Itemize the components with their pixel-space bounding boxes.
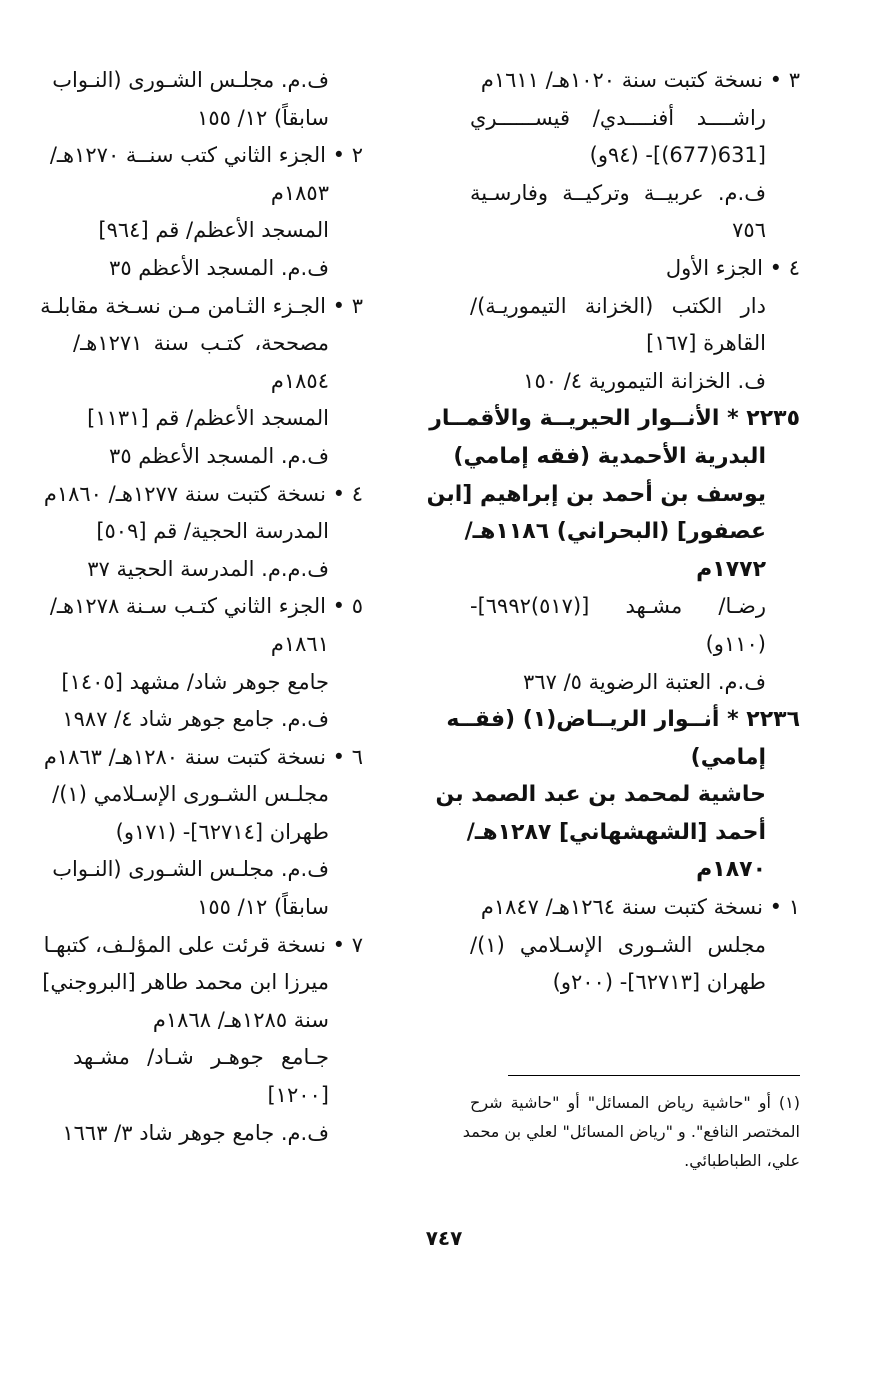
text-line: ف.م.م. المدرسة الحجية ٣٧	[87, 556, 329, 581]
text-line: جـامع جوهـر شـاد/ مشـهد	[73, 1045, 329, 1070]
footnote-line: (١) أو "حاشية رياض المسائل" أو "حاشية شرح	[470, 1093, 800, 1112]
text-line: ف. الخزانة التيمورية ٤/ ١٥٠	[523, 368, 766, 393]
text-line: ١٨٥٣م	[270, 180, 329, 205]
text-line: ٣ • نسخة كتبت سنة ١٠٢٠هـ/ ١٦١١م	[480, 68, 800, 92]
text-line: البدرية الأحمدية (فقه إمامي)	[453, 443, 766, 469]
text-line: المدرسة الحجية/ قم [٥٠٩]	[96, 519, 329, 544]
text-line: طهران [٦٢٧١٤]- (١٧١و)	[115, 819, 329, 844]
text-line: ٢ • الجزء الثاني كتب سنــة ١٢٧٠هـ/	[49, 143, 363, 168]
text-line: مجلس الشـورى الإسـلامي (١)/	[470, 932, 766, 957]
text-line: ف.م. المسجد الأعظم ٣٥	[109, 255, 329, 280]
text-line: سنة ١٢٨٥هـ/ ١٨٦٨م	[152, 1007, 329, 1032]
text-line: المسجد الأعظم/ قم [١١٣١]	[87, 406, 329, 431]
text-line: ف.م. المسجد الأعظم ٣٥	[109, 443, 329, 468]
text-line: ٥ • الجزء الثاني كتـب سـنة ١٢٧٨هـ/	[49, 594, 363, 619]
text-line: القاهرة [١٦٧]	[646, 331, 766, 356]
text-line: ٧٥٦	[732, 218, 766, 243]
text-line: حاشية لمحمد بن عبد الصمد بن	[435, 782, 766, 808]
text-line: ٦ • نسخة كتبت سنة ١٢٨٠هـ/ ١٨٦٣م	[43, 744, 363, 769]
text-line: ف.م. جامع جوهر شاد ٣/ ١٦٦٣	[62, 1120, 329, 1145]
text-line: ٢٢٣٦ * أنــوار الريــاض(١) (فقــه	[446, 707, 800, 733]
text-line: [١٢٠٠]	[267, 1083, 329, 1108]
text-line: ١ • نسخة كتبت سنة ١٢٦٤هـ/ ١٨٤٧م	[480, 895, 800, 920]
text-line: [631(677)]- (٩٤و)	[589, 143, 766, 168]
footnote-line: علي، الطباطبائي.	[684, 1151, 800, 1170]
footnote-separator	[508, 1075, 800, 1076]
text-line: عصفور] (البحراني) ١١٨٦هـ/	[464, 519, 766, 545]
text-line: ٤ • الجزء الأول	[665, 255, 800, 280]
text-line: ميرزا ابن محمد طاهر [البروجني]	[42, 970, 329, 995]
text-line: ١٨٧٠م	[696, 857, 766, 883]
text-line: مجلـس الشـورى الإسـلامي (١)/	[52, 782, 329, 807]
text-line: أحمد [الشهشهاني] ١٢٨٧هـ/	[466, 819, 766, 845]
text-line: ف.م. مجلـس الشـورى (النـواب	[52, 857, 329, 882]
text-line: ف.م. العتبة الرضوية ٥/ ٣٦٧	[523, 669, 766, 694]
page-number: ٧٤٧	[425, 1226, 463, 1250]
text-line: ١٨٦١م	[270, 631, 329, 656]
text-line: مصححة، كتـب سنة ١٢٧١هـ/	[73, 331, 329, 356]
text-line: ٣ • الجـزء الثـامن مـن نسـخة مقابلـة	[40, 293, 363, 318]
text-line: ٢٢٣٥ * الأنــوار الحيريــة والأقمــار	[429, 406, 800, 432]
footnote-line: المختصر النافع". و "رياض المسائل" لعلي بن محمد	[462, 1122, 800, 1141]
text-line: سابقاً) ١٢/ ١٥٥	[197, 105, 329, 130]
text-line: رضـا/ مشـهد [(٥١٧)٦٩٩٢]-	[470, 594, 766, 619]
text-line: دار الكتب (الخزانة التيموريـة)/	[470, 293, 766, 318]
text-line: (١١٠و)	[705, 631, 766, 656]
text-line: ١٧٧٢م	[696, 556, 766, 582]
left-column	[40, 62, 363, 1152]
text-line: ف.م. جامع جوهر شاد ٤/ ١٩٨٧	[62, 707, 329, 732]
text-line: طهران [٦٢٧١٣]- (٢٠٠و)	[552, 970, 766, 995]
text-line: ٧ • نسخة قرئت على المؤلـف، كتبهـا	[43, 932, 363, 957]
footnotes	[462, 1088, 800, 1175]
text-line: راشــــد أفنــــدي/ قيســــــري	[470, 105, 766, 130]
text-line: يوسف بن أحمد بن إبراهيم [ابن	[426, 481, 766, 507]
text-line: جامع جوهر شاد/ مشهد [١٤٠٥]	[61, 669, 329, 694]
text-line: ١٨٥٤م	[270, 368, 329, 393]
text-line: ف.م. مجلـس الشـورى (النـواب	[52, 68, 329, 92]
right-column	[426, 62, 800, 1002]
text-line: المسجد الأعظم/ قم [٩٦٤]	[98, 218, 329, 243]
text-line: ف.م. عربيــة وتركيــة وفارسـية	[470, 180, 766, 205]
text-line: سابقاً) ١٢/ ١٥٥	[197, 895, 329, 920]
text-line: ٤ • نسخة كتبت سنة ١٢٧٧هـ/ ١٨٦٠م	[43, 481, 363, 506]
text-line: إمامي)	[690, 744, 766, 770]
